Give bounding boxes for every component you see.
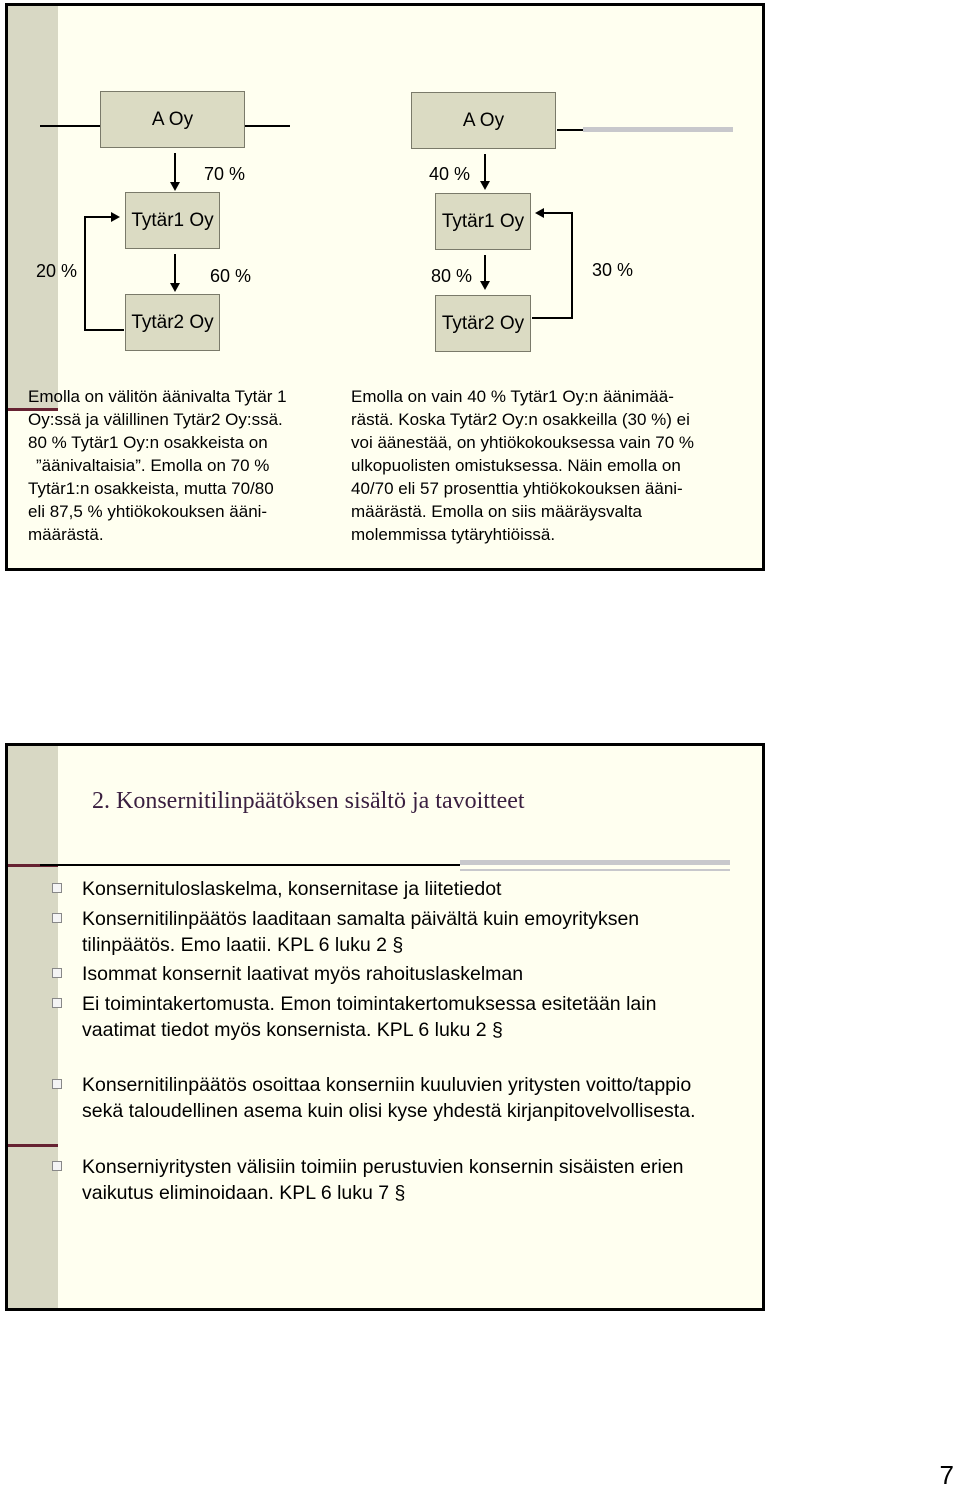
bracket-line [84, 216, 114, 218]
text-line: eli 87,5 % yhtiökokouksen ääni- [28, 502, 268, 521]
bullet-square-icon [52, 1161, 62, 1171]
decor-bar [583, 127, 733, 132]
bracket-line [84, 216, 86, 330]
bracket-line [542, 212, 572, 214]
arrow-head-icon [480, 281, 490, 290]
company-box-child1: Tytär1 Oy [435, 193, 531, 250]
slide-stripe [8, 746, 58, 1308]
text-line: 40/70 eli 57 prosenttia yhtiökokouksen ääni- [351, 479, 683, 498]
text-line: Oy:ssä ja välillinen Tytär2 Oy:ssä. [28, 410, 283, 429]
bullet-text: Konsernitilinpäätös osoittaa konserniin kuuluvien yritysten voitto/tappio sekä taloudellinen asema kuin olisi kyse yhdestä kirjanpitovelvollisesta. [82, 1074, 696, 1122]
slide-title: 2. Konsernitilinpäätöksen sisältö ja tavoitteet [92, 788, 525, 814]
text-line: ”äänivaltaisia”. Emolla on 70 % [36, 456, 270, 475]
text-line: molemmissa tytäryhtiöissä. [351, 525, 556, 544]
bullet-text: Konsernituloslaskelma, konsernitase ja liitetiedot [82, 878, 502, 900]
company-box-parent: A Oy [411, 92, 556, 149]
ownership-pct: 30 % [592, 260, 634, 280]
text-line: Emolla on vain 40 % Tytär1 Oy:n äänimää- [351, 387, 674, 406]
slide-2 [5, 743, 765, 1311]
company-box-child2: Tytär2 Oy [125, 294, 220, 351]
arrow-head-icon [170, 283, 180, 292]
decor-bar [460, 860, 730, 865]
text-line: määrästä. [28, 525, 104, 544]
text-line: ulkopuolisten omistuksessa. Näin emolla on [351, 456, 681, 475]
ownership-arrow [484, 154, 486, 182]
bracket-line [571, 212, 573, 318]
ownership-arrow [174, 153, 176, 183]
arrow-head-icon [111, 212, 120, 222]
rule-line [40, 125, 102, 127]
stripe-divider [8, 1144, 58, 1147]
ownership-arrow [174, 254, 176, 284]
bullet-square-icon [52, 913, 62, 923]
text-line: voi äänestää, on yhtiökokouksessa vain 70 % [351, 433, 695, 452]
ownership-pct: 40 % [429, 164, 471, 184]
bullet-text: Ei toimintakertomusta. Emon toimintakertomuksessa esitetään lain vaatimat tiedot myös konsernista. KPL 6 luku 2 § [82, 993, 657, 1041]
bullet-text: Konsernitilinpäätös laaditaan samalta päivältä kuin emoyrityksen tilinpäätös. Emo laatii. KPL 6 luku 2 § [82, 908, 640, 956]
text-line: Tytär1:n osakkeista, mutta 70/80 [28, 479, 274, 498]
ownership-pct: 20 % [36, 261, 78, 281]
bracket-line [532, 317, 573, 319]
text-line: määrästä. Emolla on siis määräysvalta [351, 502, 643, 521]
rule-line [557, 129, 583, 131]
explanation-right [351, 385, 751, 546]
text-line: Emolla on välitön äänivalta Tytär 1 [28, 387, 287, 406]
slide-stripe [8, 6, 58, 411]
arrow-head-icon [170, 182, 180, 191]
bracket-line [84, 329, 124, 331]
decor-bar [460, 869, 730, 871]
company-box-child1: Tytär1 Oy [125, 192, 220, 249]
bullet-square-icon [52, 1079, 62, 1089]
ownership-pct: 70 % [204, 164, 246, 184]
text-line: 80 % Tytär1 Oy:n osakkeista on [28, 433, 268, 452]
ownership-pct: 80 % [431, 266, 473, 286]
explanation-left [28, 385, 328, 546]
company-box-child2: Tytär2 Oy [435, 295, 531, 352]
arrow-head-icon [535, 208, 544, 218]
bullet-square-icon [52, 998, 62, 1008]
ownership-arrow [484, 255, 486, 282]
title-rule [40, 864, 460, 866]
bullet-text: Konserniyritysten välisiin toimiin perustuvien konsernin sisäisten erien vaikutus eliminoidaan. KPL 6 luku 7 § [82, 1156, 684, 1204]
bullet-square-icon [52, 968, 62, 978]
slide-1 [5, 3, 765, 571]
bullet-text: Isommat konsernit laativat myös rahoituslaskelman [82, 963, 524, 985]
arrow-head-icon [480, 181, 490, 190]
text-line: rästä. Koska Tytär2 Oy:n osakkeilla (30 %) ei [351, 410, 690, 429]
ownership-pct: 60 % [210, 266, 252, 286]
rule-line [245, 125, 290, 127]
bullet-square-icon [52, 883, 62, 893]
company-box-parent: A Oy [100, 91, 245, 148]
page-number: 7 [939, 1460, 954, 1490]
